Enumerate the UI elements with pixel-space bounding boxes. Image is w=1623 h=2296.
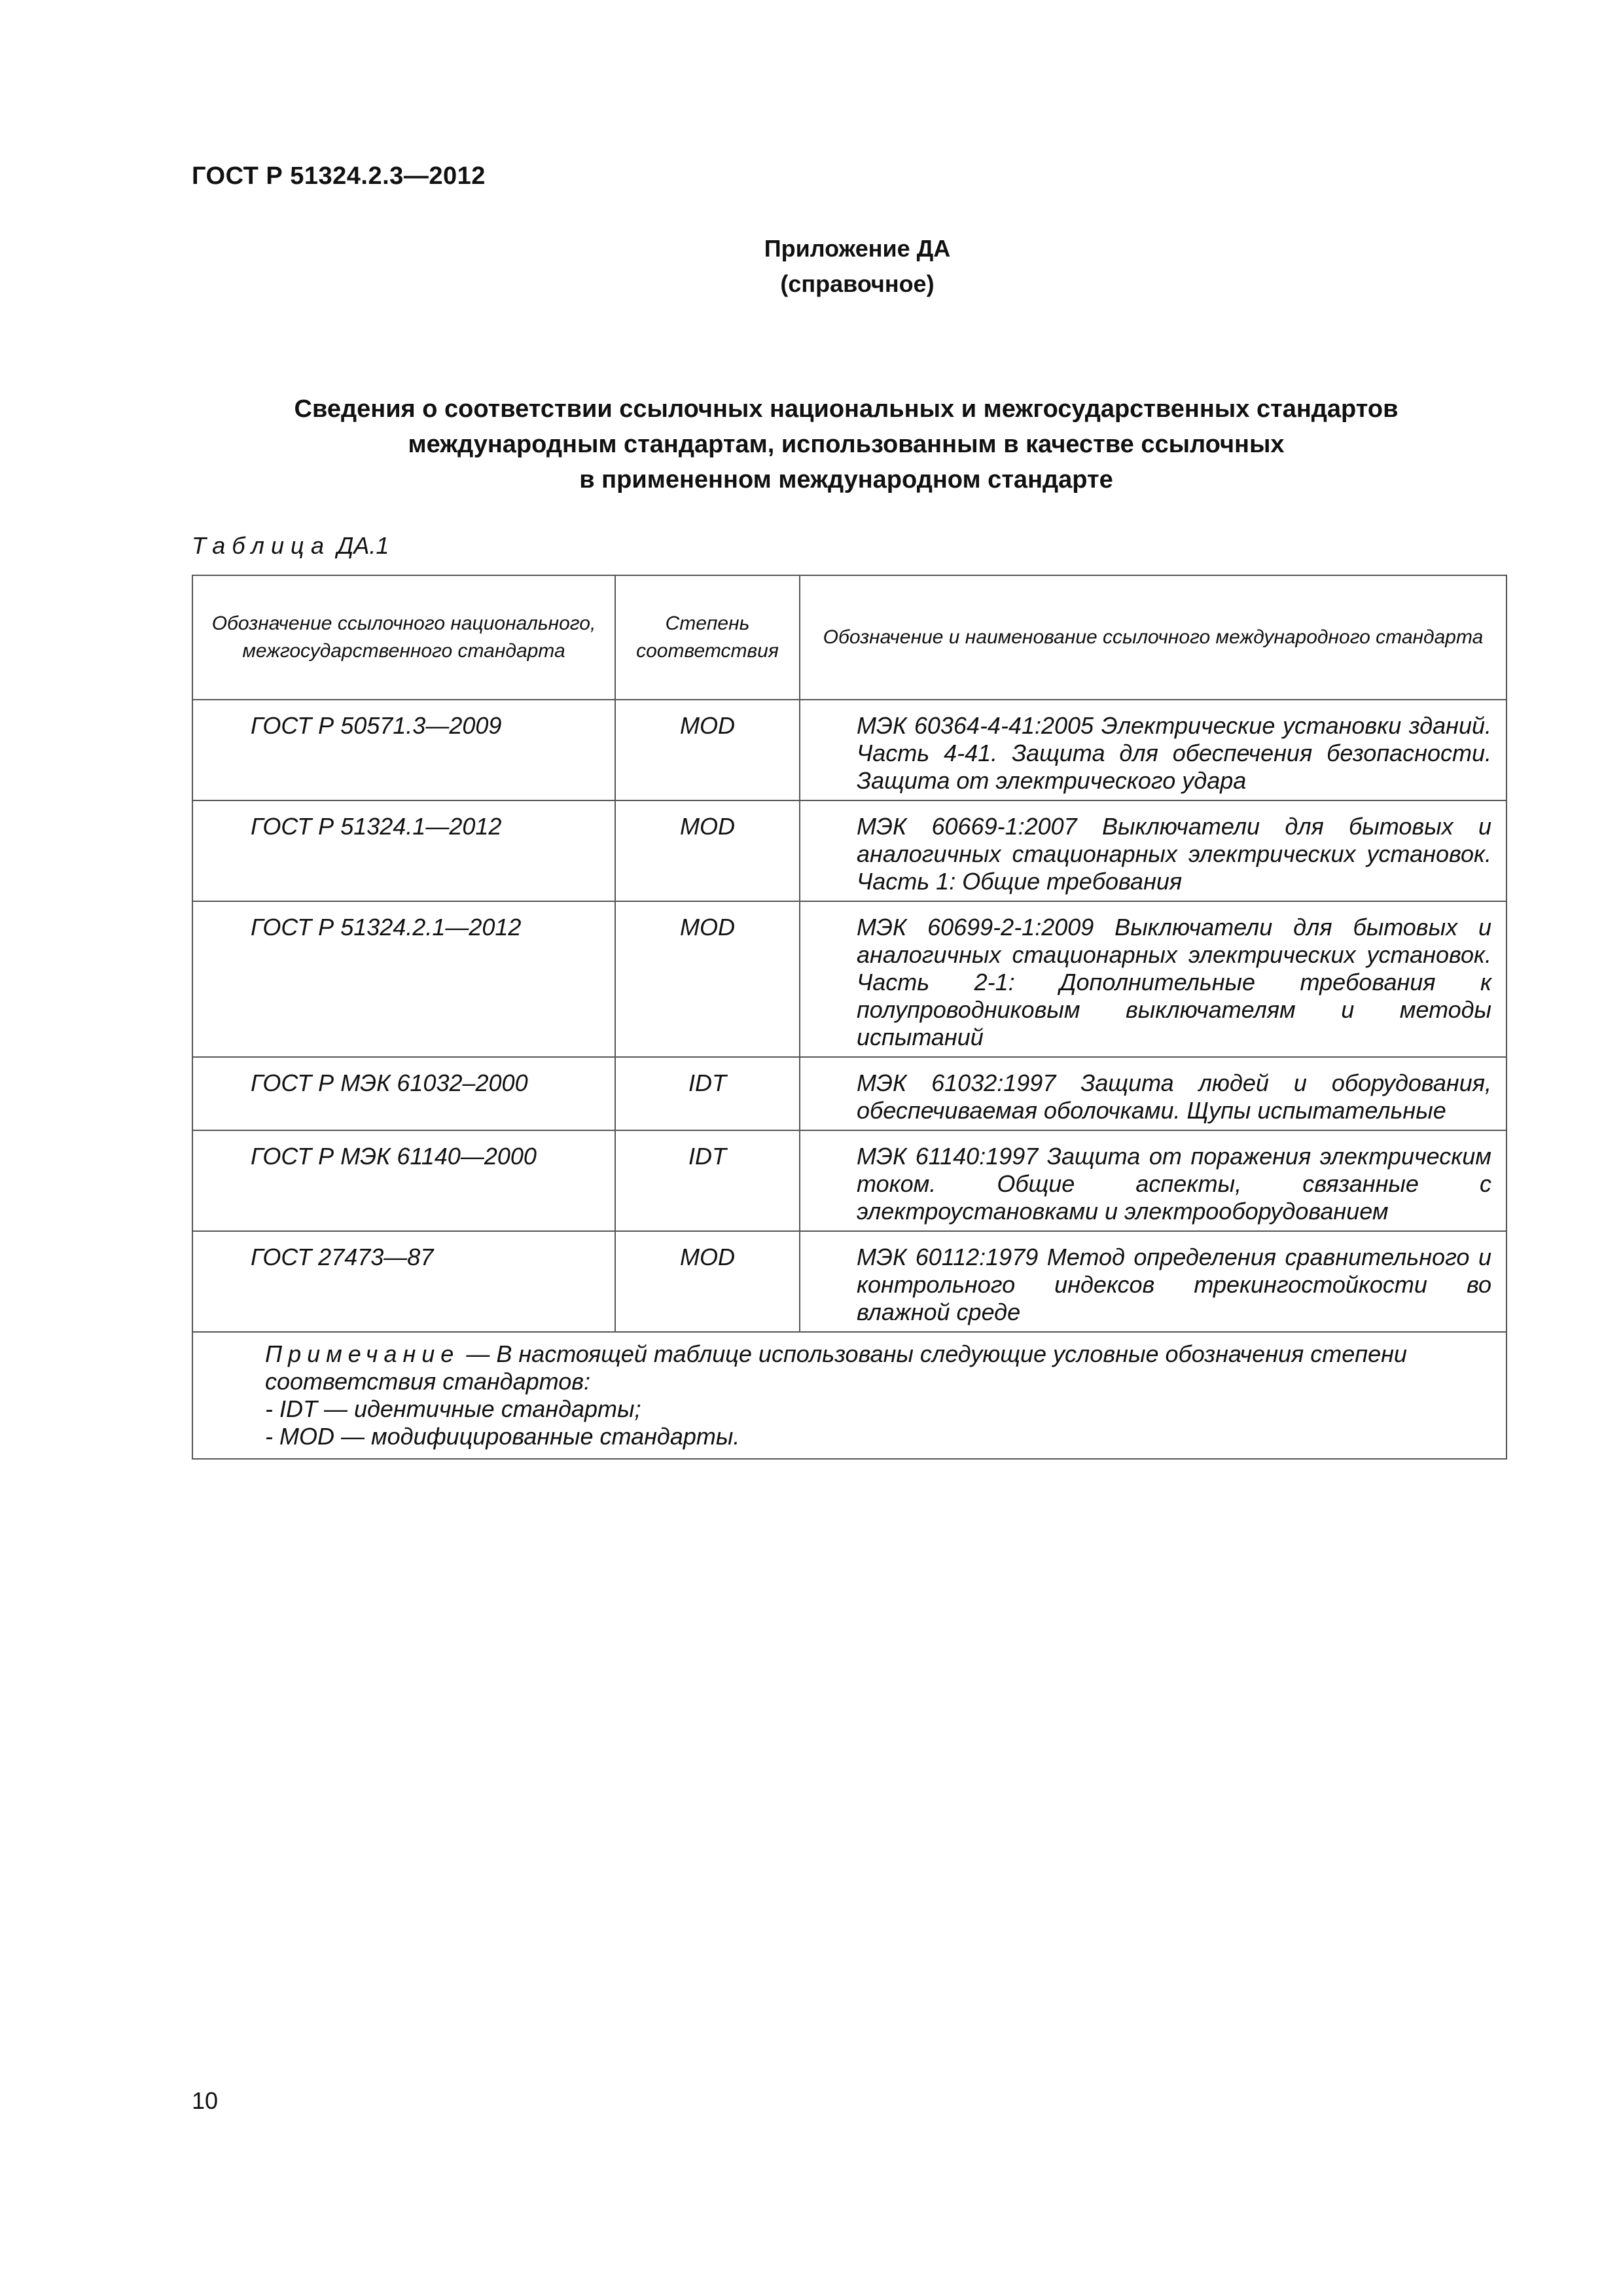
- national-standard-cell: ГОСТ Р 50571.3—2009: [192, 700, 615, 800]
- table-note: [192, 1332, 1507, 1459]
- annex-title: Приложение ДА: [764, 235, 951, 262]
- table-row: [192, 800, 1507, 901]
- table-caption-number: ДА.1: [337, 532, 389, 559]
- section-title-line-3: в примененном международном стандарте: [579, 466, 1113, 493]
- table-row: [192, 700, 1507, 800]
- table-row: [192, 901, 1507, 1057]
- document-designation: ГОСТ Р 51324.2.3—2012: [192, 162, 486, 190]
- international-standard-cell: [800, 1231, 1507, 1332]
- international-standard-cell: [800, 800, 1507, 901]
- degree-cell: IDT: [615, 1057, 800, 1130]
- header-degree: Степень соответствия: [615, 575, 800, 700]
- national-standard-cell: ГОСТ Р 51324.1—2012: [192, 800, 615, 901]
- reference-standards-table: [192, 575, 1507, 1460]
- degree-cell: MOD: [615, 901, 800, 1057]
- note-item-idt: - IDT — идентичные стандарты;: [265, 1395, 641, 1422]
- header-international-standard: Обозначение и наименование ссылочного международного стандарта: [800, 575, 1507, 700]
- international-standard-cell: [800, 1130, 1507, 1231]
- note-paragraph: [207, 1340, 1491, 1395]
- degree-cell: MOD: [615, 700, 800, 800]
- table-header-row: [192, 575, 1507, 700]
- table-row: [192, 1231, 1507, 1332]
- international-standard-cell: [800, 700, 1507, 800]
- degree-cell: IDT: [615, 1130, 800, 1231]
- national-standard-cell: ГОСТ 27473—87: [192, 1231, 615, 1332]
- note-item-mod: - MOD — модифицированные стандарты.: [265, 1423, 740, 1450]
- international-standard-text: МЭК 60364-4-41:2005 Электрические установки зданий. Часть 4-41. Защита для обеспечения безопасности. Защита от электрического удара: [857, 712, 1491, 794]
- table-note-row: [192, 1332, 1507, 1459]
- national-standard-cell: ГОСТ Р 51324.2.1—2012: [192, 901, 615, 1057]
- page-number: 10: [192, 2087, 219, 2114]
- section-title-line-1: Сведения о соответствии ссылочных национальных и межгосударственных стандартов: [294, 395, 1399, 423]
- international-standard-text: МЭК 61140:1997 Защита от поражения электрическим током. Общие аспекты, связанные с электроустановками и электрооборудованием: [857, 1143, 1491, 1225]
- national-standard-cell: ГОСТ Р МЭК 61032–2000: [192, 1057, 615, 1130]
- international-standard-text: МЭК 61032:1997 Защита людей и оборудования, обеспечиваемая оболочками. Щупы испытательные: [857, 1069, 1491, 1124]
- international-standard-text: МЭК 60112:1979 Метод определения сравнительного и контрольного индексов трекингостойкости во влажной среде: [857, 1244, 1491, 1325]
- international-standard-cell: [800, 1057, 1507, 1130]
- table-row: [192, 1057, 1507, 1130]
- section-title-line-2: международным стандартам, использованным в качестве ссылочных: [408, 431, 1285, 458]
- annex-heading: [0, 231, 1623, 302]
- annex-type: (справочное): [780, 270, 935, 297]
- note-label: Примечание: [265, 1340, 460, 1367]
- table-row: [192, 1130, 1507, 1231]
- note-text: — В настоящей таблице использованы следующие условные обозначения степени соответствия стандартов:: [265, 1340, 1407, 1395]
- degree-cell: MOD: [615, 800, 800, 901]
- table-caption: [192, 532, 389, 560]
- national-standard-cell: ГОСТ Р МЭК 61140—2000: [192, 1130, 615, 1231]
- international-standard-cell: [800, 901, 1507, 1057]
- section-title: [192, 391, 1501, 497]
- international-standard-text: МЭК 60669-1:2007 Выключатели для бытовых и аналогичных стационарных электрических установок. Часть 1: Общие требования: [857, 813, 1491, 895]
- international-standard-text: МЭК 60699-2-1:2009 Выключатели для бытовых и аналогичных стационарных электрических установок. Часть 2-1: Дополнительные требования к полупроводниковым выключателям и методы испытаний: [857, 914, 1491, 1050]
- degree-cell: MOD: [615, 1231, 800, 1332]
- table-caption-word: Таблица: [192, 532, 331, 559]
- header-national-standard: Обозначение ссылочного национального, межгосударственного стандарта: [192, 575, 615, 700]
